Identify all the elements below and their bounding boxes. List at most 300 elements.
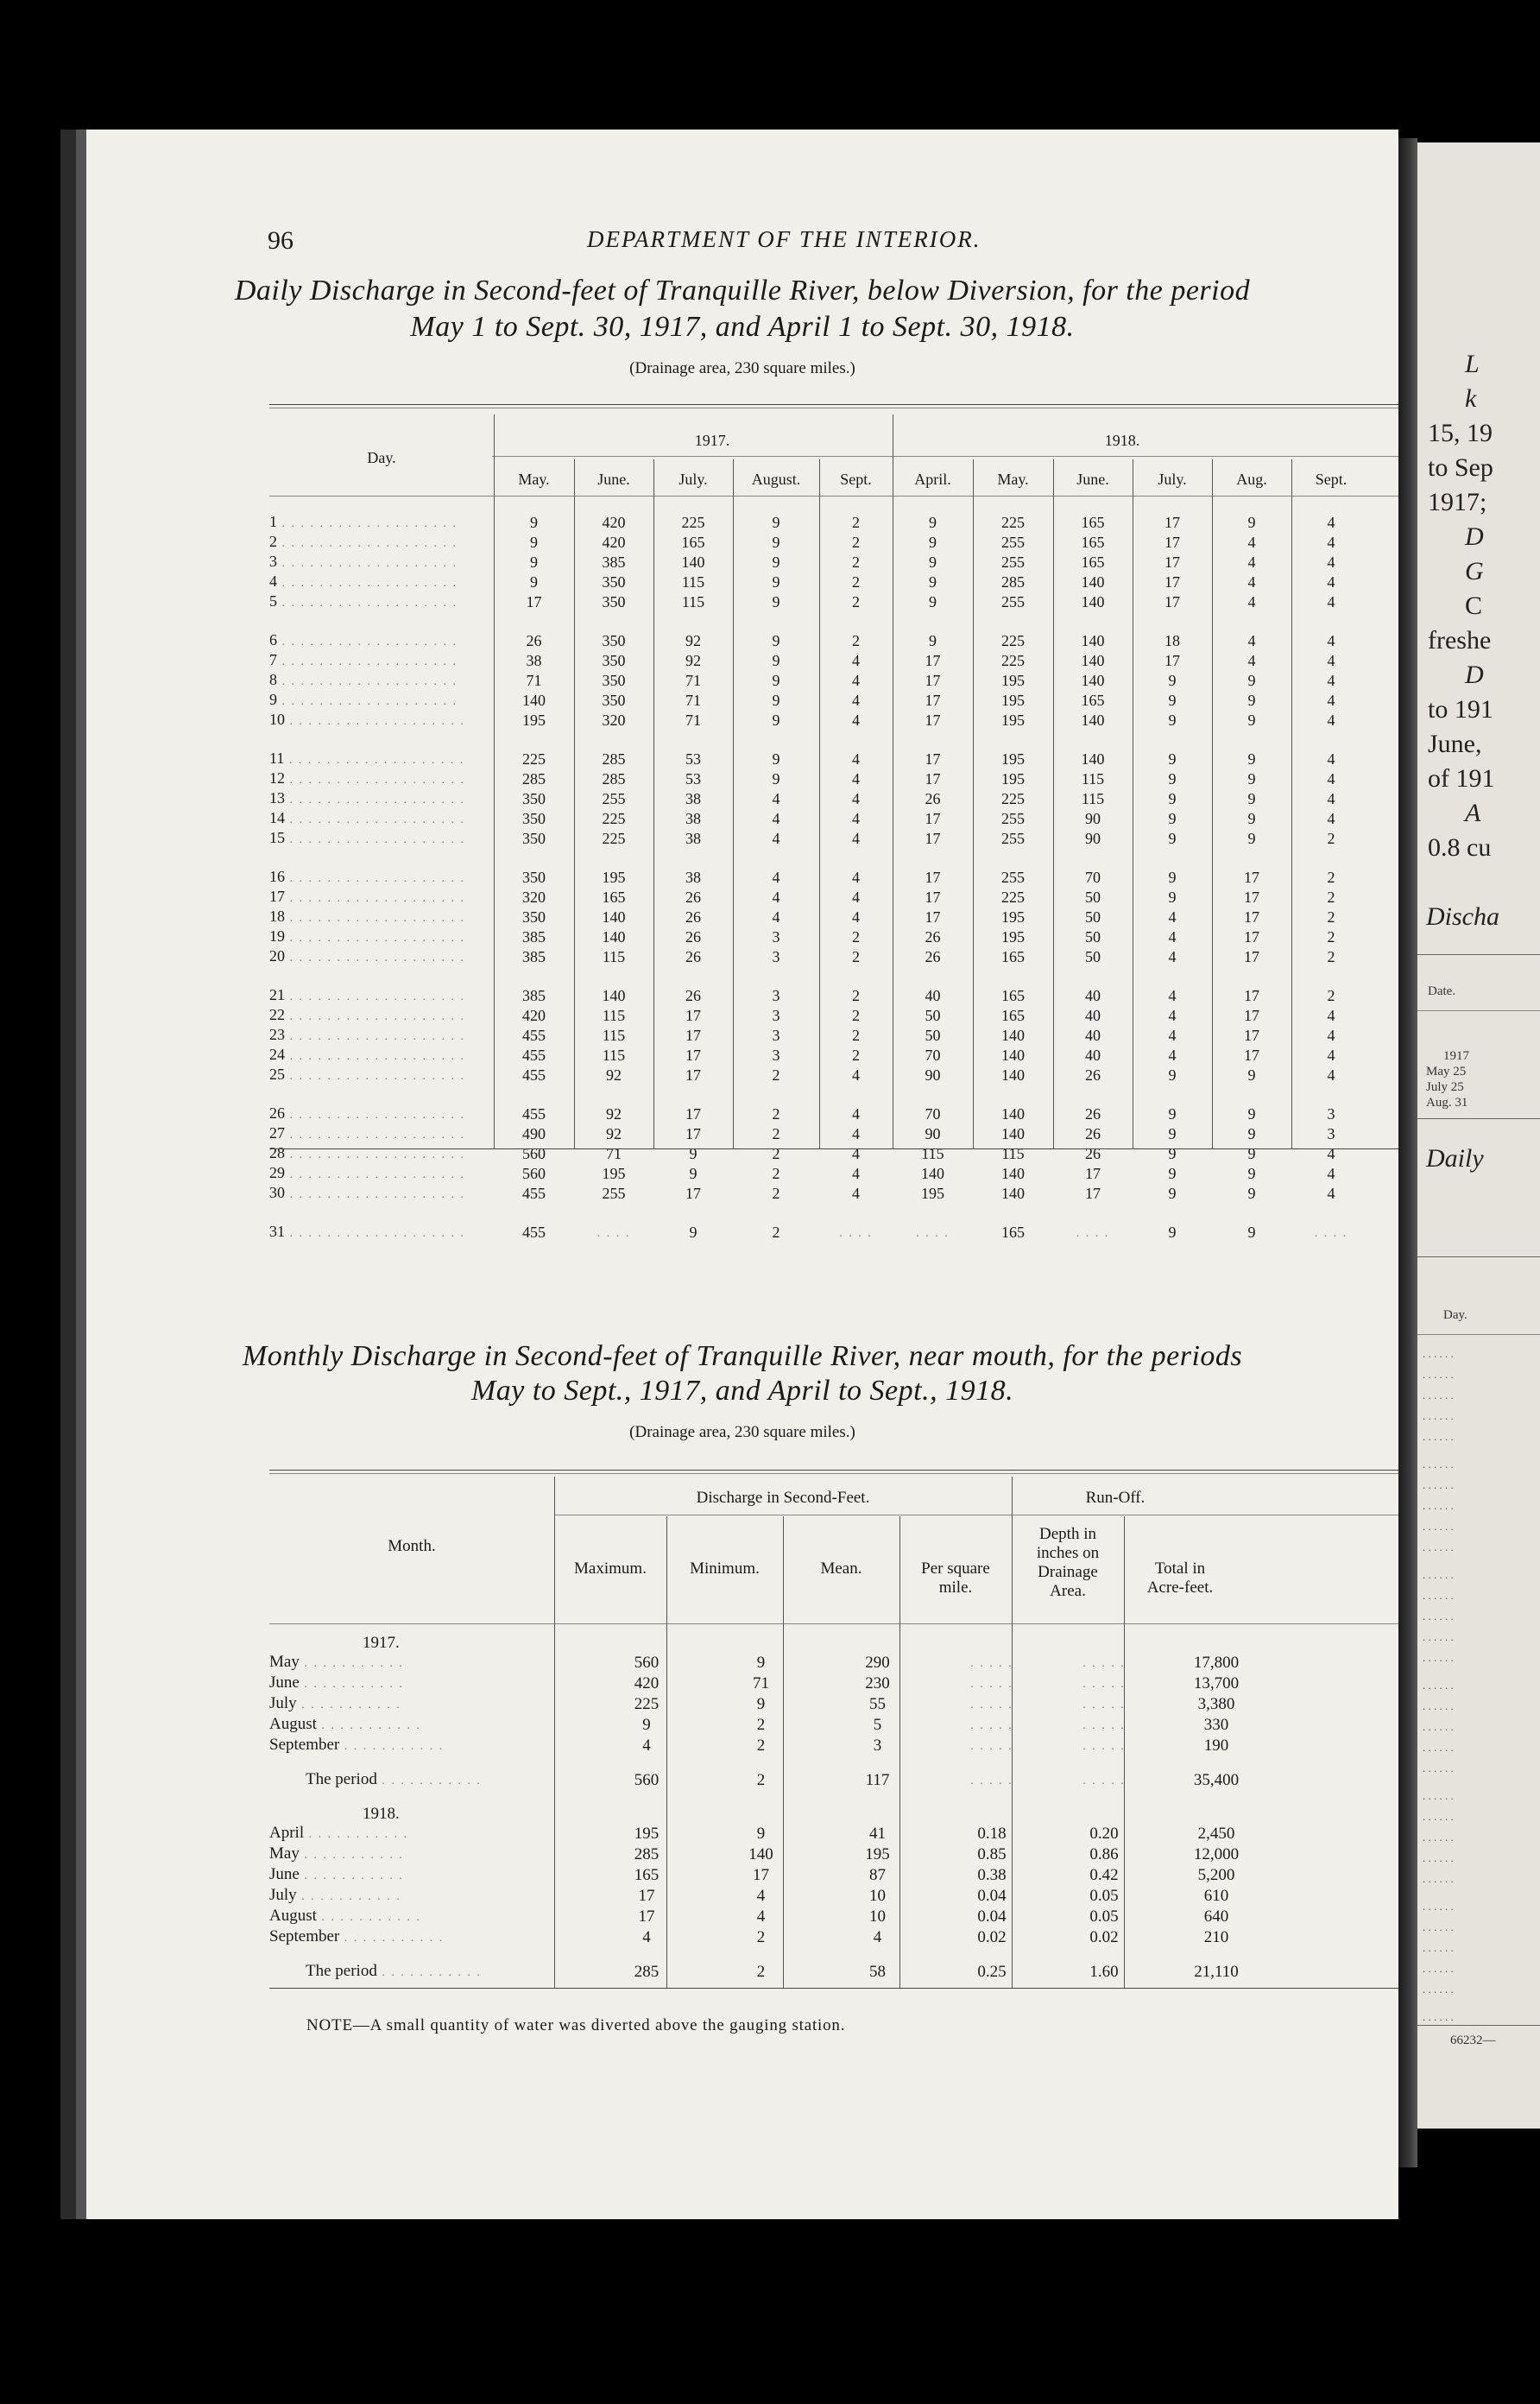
leader-dots: . . . . . . . . . . . . . . . . . . .	[277, 675, 458, 688]
table-cell: 4	[1168, 987, 1177, 1004]
table-cell: 4	[772, 830, 780, 847]
table-cell: 4	[852, 652, 860, 669]
day-number: 28	[269, 1144, 285, 1161]
table-cell: 140	[921, 1165, 944, 1182]
table-cell: 320	[522, 889, 546, 906]
table-cell: 2	[756, 1963, 766, 1981]
table-cell: 330	[1203, 1716, 1229, 1734]
table-cell: 255	[1001, 593, 1025, 610]
table-cell: 70	[1085, 869, 1101, 886]
table-cell: 140	[1001, 1165, 1025, 1182]
table-cell: 4	[852, 869, 860, 886]
spacer-row	[269, 967, 1371, 986]
table-cell: 2	[1327, 908, 1335, 926]
day-number: 16	[269, 868, 285, 885]
table-cell: 2	[756, 1928, 766, 1946]
table-cell: 17	[1164, 514, 1180, 531]
leader-dots: . . . . . .	[1423, 1962, 1454, 1975]
rule	[1417, 1334, 1540, 1335]
table-cell: 225	[602, 830, 626, 847]
leader-dots: . . . . . .	[1423, 1568, 1454, 1581]
daily-column-header: June.	[597, 471, 630, 488]
table-cell: 255	[1001, 810, 1025, 827]
table-cell: 4	[852, 830, 860, 847]
facing-label: Date.	[1428, 984, 1456, 998]
table-cell: 35,400	[1193, 1771, 1240, 1789]
table-cell: 0.18	[977, 1825, 1007, 1843]
table-cell: 40	[1085, 1007, 1101, 1024]
table-cell: 455	[522, 1105, 546, 1123]
leader-dots: . . . . . . . . . . . . . . . . . . .	[285, 872, 465, 885]
facing-fragment: June,	[1428, 730, 1482, 758]
table-cell: 115	[602, 1007, 626, 1024]
leader-dots: . . . . . . . . . . . . . . . . . . .	[277, 557, 458, 570]
table-cell: 195	[1001, 672, 1025, 689]
table-cell: 350	[522, 908, 546, 926]
table-cell: 3	[772, 987, 780, 1004]
column-rule	[1291, 459, 1292, 1148]
table-cell: 50	[925, 1007, 941, 1024]
table-cell: 455	[522, 1224, 546, 1241]
table-row	[269, 1124, 1371, 1144]
table-cell: 9	[1168, 1165, 1177, 1182]
table-cell: 4	[1327, 1165, 1335, 1182]
table-cell: 140	[1001, 1027, 1025, 1044]
table-cell: 165	[1001, 987, 1025, 1004]
table-cell: 4	[1247, 632, 1256, 649]
table-cell: 4	[1327, 593, 1335, 610]
table-cell: 4	[1327, 1007, 1335, 1024]
table-cell: 455	[522, 1047, 546, 1064]
table-cell: 17	[1085, 1165, 1101, 1182]
month-label: June	[269, 1865, 300, 1883]
table-cell: 2	[756, 1737, 766, 1755]
document-page	[86, 130, 1398, 2219]
table-cell: 140	[681, 554, 705, 571]
table-cell: 90	[925, 1066, 941, 1084]
table-cell: 17	[1164, 573, 1180, 591]
leader-dots: . . . . . . . . . . . . . . . . . . .	[285, 813, 465, 826]
daily-column-header: July.	[1158, 471, 1187, 488]
table-cell: 71	[526, 672, 542, 689]
table-cell: . . . . .	[970, 1678, 1013, 1691]
day-column-header: Day.	[367, 449, 396, 466]
table-cell: 9	[1168, 1145, 1177, 1162]
table-cell: 17	[925, 810, 941, 827]
table-cell: 26	[1085, 1105, 1101, 1123]
day-number: 4	[269, 573, 277, 590]
month-label: August	[269, 1907, 317, 1925]
day-number: 20	[269, 947, 285, 965]
table-cell: 9	[530, 554, 538, 571]
table-cell: 4	[852, 908, 860, 926]
leader-dots: . . . . . .	[1423, 1499, 1454, 1512]
table-cell: 9	[929, 534, 937, 551]
month-column-header: Month.	[388, 1537, 436, 1555]
table-cell: 92	[606, 1066, 622, 1084]
leader-dots: . . . . . . . . . . . . . . . . . . .	[277, 577, 458, 590]
day-number: 21	[269, 986, 285, 1003]
leader-dots: . . . . . .	[1423, 1347, 1454, 1360]
leader-dots: . . . . . .	[1423, 1458, 1454, 1471]
day-number: 9	[269, 691, 277, 708]
table-cell: 9	[756, 1654, 766, 1672]
table-cell: 17	[685, 1185, 701, 1202]
table-cell: 165	[681, 534, 705, 551]
leader-dots: . . . . . . . . . . . . . . . . . . .	[285, 1168, 465, 1181]
leader-dots: . . . . . . . . . . .	[299, 1849, 404, 1862]
period-total-row	[269, 1770, 1272, 1791]
table-cell: . . . .	[596, 1227, 631, 1240]
rule	[1417, 2025, 1540, 2026]
month-label: July	[269, 1694, 297, 1712]
table-cell: 2	[852, 554, 860, 571]
leader-dots: . . . . . . . . . . . . . . . . . . .	[277, 695, 458, 708]
table-cell: 350	[602, 672, 626, 689]
table-cell: 17	[685, 1027, 701, 1044]
leader-dots: . . . . . . . . . . .	[339, 1932, 445, 1945]
table-cell: 140	[1001, 1047, 1025, 1064]
day-number: 18	[269, 908, 285, 925]
table-cell: 140	[1081, 750, 1105, 768]
table-cell: 4	[772, 869, 780, 886]
table-cell: 350	[522, 790, 546, 807]
table-cell: 290	[865, 1654, 890, 1672]
table-cell: 225	[1001, 889, 1025, 906]
table-cell: 4	[1247, 554, 1256, 571]
table-cell: 17	[1164, 652, 1180, 669]
table-cell: 2	[852, 632, 860, 649]
table-cell: 140	[1001, 1105, 1025, 1123]
table-cell: 4	[1247, 593, 1256, 610]
leader-dots: . . . . . .	[1423, 1389, 1454, 1401]
table-cell: 4	[852, 672, 860, 689]
day-number: 8	[269, 671, 277, 688]
table-cell: 455	[522, 1027, 546, 1044]
table-cell: 4	[852, 1145, 860, 1162]
month-label: The period	[306, 1770, 377, 1788]
table-cell: 26	[925, 790, 941, 807]
table-cell: 4	[852, 1165, 860, 1182]
table-cell: 0.85	[977, 1845, 1007, 1863]
table-cell: 4	[1247, 573, 1256, 591]
table-cell: 26	[685, 987, 701, 1004]
table-cell: 4	[1327, 652, 1335, 669]
table-row	[269, 1046, 1371, 1066]
day-number: 12	[269, 769, 285, 787]
per-square-mile-header: Per square mile.	[921, 1559, 990, 1597]
table-cell: 92	[606, 1125, 622, 1142]
column-rule	[973, 459, 974, 1148]
column-rule	[1053, 459, 1054, 1148]
table-cell: 17	[1164, 534, 1180, 551]
table-row	[269, 888, 1371, 908]
table-cell: 3	[772, 928, 780, 946]
table-cell: . . . .	[1076, 1227, 1110, 1240]
table-cell: 4	[642, 1928, 651, 1946]
table-cell: 4	[1168, 948, 1177, 965]
table-cell: 225	[634, 1695, 660, 1713]
table-cell: 2	[772, 1185, 780, 1202]
table-row	[269, 1144, 1371, 1164]
footnote: NOTE—A small quantity of water was diverted above the gauging station.	[306, 2016, 846, 2034]
table-cell: 140	[602, 928, 626, 946]
table-cell: 165	[1081, 692, 1105, 709]
column-rule	[1124, 1516, 1125, 1988]
table-cell: 41	[869, 1825, 886, 1843]
table-cell: 17	[925, 889, 941, 906]
leader-dots: . . . . . . . . . . .	[376, 1775, 482, 1787]
table-row	[269, 1164, 1371, 1184]
spacer-row	[269, 1204, 1371, 1223]
daily-column-header: July.	[678, 471, 708, 488]
table-cell: 9	[1247, 770, 1256, 788]
leader-dots: . . . . . . . . . . . . . . . . . . .	[285, 1227, 465, 1240]
table-row	[269, 1184, 1371, 1204]
leader-dots: . . . . . . . . . . . . . . . . . . .	[277, 517, 458, 530]
table-cell: 92	[685, 652, 701, 669]
spacer-row	[269, 1756, 1272, 1770]
leader-dots: . . . . . . . . . . .	[316, 1719, 421, 1732]
leader-dots: . . . . . .	[1423, 1540, 1454, 1553]
table-cell: 26	[526, 632, 542, 649]
table-cell: 2	[756, 1716, 766, 1734]
table-row	[269, 651, 1371, 671]
table-cell: 2	[772, 1224, 780, 1241]
day-number: 11	[269, 750, 285, 767]
table-cell: 9	[1247, 830, 1256, 847]
table-cell: 0.05	[1089, 1887, 1119, 1905]
leader-dots: . . . . . .	[1423, 1651, 1454, 1664]
rule	[1417, 954, 1540, 955]
table-cell: 53	[685, 770, 701, 788]
facing-heading: Discha	[1426, 902, 1499, 931]
table-cell: 165	[1001, 948, 1025, 965]
table-cell: 26	[1085, 1066, 1101, 1084]
facing-fragment: freshe	[1428, 626, 1492, 655]
table-cell: 4	[1327, 1027, 1335, 1044]
leader-dots: . . . . . .	[1423, 1831, 1454, 1844]
table-cell: 115	[602, 1047, 626, 1064]
table-cell: 2	[1327, 889, 1335, 906]
table-cell: 9	[772, 692, 780, 709]
table-cell: 4	[756, 1887, 766, 1905]
table-cell: 17	[925, 770, 941, 788]
table-cell: 285	[634, 1963, 660, 1981]
spacer-row	[269, 1948, 1272, 1962]
table-cell: 4	[1327, 1047, 1335, 1064]
rule	[1417, 1256, 1540, 1257]
column-rule	[1212, 459, 1213, 1148]
rule	[269, 404, 1398, 405]
table-cell: 225	[1001, 652, 1025, 669]
month-label: May	[269, 1653, 300, 1671]
table-cell: 9	[1168, 692, 1177, 709]
table-row	[269, 691, 1371, 711]
table-cell: 385	[522, 987, 546, 1004]
table-cell: 255	[1001, 869, 1025, 886]
column-rule	[783, 1516, 784, 1988]
facing-fragment: D	[1465, 522, 1484, 551]
table-row	[269, 1026, 1371, 1046]
daily-column-header: Sept.	[1315, 471, 1348, 488]
table-cell: 4	[852, 712, 860, 729]
table-cell: 285	[522, 770, 546, 788]
table-cell: 18	[1164, 632, 1180, 649]
table-cell: 0.02	[1089, 1928, 1119, 1946]
table-cell: 17,800	[1193, 1654, 1240, 1672]
table-cell: 385	[522, 928, 546, 946]
day-number: 22	[269, 1006, 285, 1023]
table-cell: 17	[685, 1125, 701, 1142]
leader-dots: . . . . . . . . . . . . . . . . . . .	[277, 537, 458, 550]
table-cell: 9	[1247, 1125, 1256, 1142]
table-cell: 3,380	[1197, 1695, 1235, 1713]
leader-dots: . . . . . .	[1423, 1851, 1454, 1864]
day-number: 25	[269, 1066, 285, 1083]
table-cell: 0.42	[1089, 1866, 1119, 1884]
leader-dots: . . . . . . . . . . . . . . . . . . .	[285, 715, 465, 728]
table-cell: 255	[602, 790, 626, 807]
day-number: 1	[269, 513, 277, 530]
table-cell: 350	[602, 593, 626, 610]
table-cell: 225	[681, 514, 705, 531]
table-cell: . . . . .	[1082, 1678, 1126, 1691]
table-cell: 50	[1085, 908, 1101, 926]
facing-fragment: D	[1465, 661, 1484, 689]
running-title: DEPARTMENT OF THE INTERIOR.	[587, 226, 981, 252]
table-cell: 17	[1164, 593, 1180, 610]
facing-fragment: to Sep	[1428, 453, 1493, 482]
day-number: 3	[269, 553, 277, 570]
spacer-row	[269, 1983, 1272, 1996]
leader-dots: . . . . . . . . . . .	[299, 1869, 404, 1882]
table-cell: 3	[873, 1737, 882, 1755]
leader-dots: . . . . . . . . . . . . . . . . . . .	[285, 1030, 465, 1043]
table-cell: 9	[772, 534, 780, 551]
facing-fragment: G	[1465, 557, 1484, 585]
table-cell: 9	[1247, 810, 1256, 827]
leader-dots: . . . . . .	[1423, 1789, 1454, 1802]
table-row	[269, 868, 1371, 888]
table-cell: 92	[606, 1105, 622, 1123]
table-cell: 255	[1001, 830, 1025, 847]
table-cell: . . . .	[1314, 1227, 1348, 1240]
table-cell: 50	[1085, 889, 1101, 906]
table-cell: 0.05	[1089, 1907, 1119, 1926]
table-cell: 2	[772, 1066, 780, 1084]
table-cell: 0.04	[977, 1887, 1007, 1905]
monthly-table-title: Monthly Discharge in Second-feet of Tranquille River, near mouth, for the periods	[242, 1340, 1243, 1372]
table-cell: 640	[1203, 1907, 1229, 1926]
table-row	[269, 1006, 1371, 1026]
table-cell: 10	[869, 1907, 886, 1926]
table-cell: 140	[522, 692, 546, 709]
spacer-row	[269, 1085, 1371, 1104]
table-cell: 70	[925, 1105, 941, 1123]
table-cell: 17	[925, 652, 941, 669]
table-cell: 115	[681, 573, 705, 591]
table-cell: 17	[1244, 928, 1259, 946]
rule	[1417, 1118, 1540, 1119]
table-cell: 2	[852, 948, 860, 965]
table-cell: 9	[1247, 1105, 1256, 1123]
table-cell: 195	[1001, 770, 1025, 788]
table-row	[269, 947, 1371, 967]
table-cell: 2	[1327, 987, 1335, 1004]
monthly-table-title-line2: May to Sept., 1917, and April to Sept., 1918.	[470, 1375, 1014, 1407]
table-cell: . . . . .	[1082, 1740, 1126, 1753]
table-cell: 2	[756, 1771, 766, 1789]
table-cell: . . . . .	[1082, 1699, 1126, 1711]
facing-fragment: 15, 19	[1428, 419, 1493, 447]
table-cell: 9	[1247, 1165, 1256, 1182]
table-cell: 255	[1001, 534, 1025, 551]
table-cell: 21,110	[1194, 1963, 1239, 1981]
table-cell: 4	[1327, 712, 1335, 729]
table-cell: 17	[925, 692, 941, 709]
page-number: 96	[268, 226, 293, 255]
table-cell: 9	[772, 554, 780, 571]
table-cell: 40	[1085, 1047, 1101, 1064]
table-cell: 385	[602, 554, 626, 571]
leader-dots: . . . . . . . . . . . . . . . . . . .	[285, 774, 465, 787]
daily-table-title: Daily Discharge in Second-feet of Tranquille River, below Diversion, for the period	[234, 275, 1251, 307]
table-cell: 350	[602, 573, 626, 591]
table-cell: 4	[852, 790, 860, 807]
table-cell: 9	[772, 770, 780, 788]
facing-fragment: to 191	[1428, 695, 1493, 724]
column-rule	[494, 414, 495, 1148]
table-cell: 17	[1244, 869, 1259, 886]
table-cell: 285	[1001, 573, 1025, 591]
table-cell: . . . . .	[970, 1719, 1013, 1732]
table-cell: 4	[852, 1125, 860, 1142]
leader-dots: . . . . . . . . . . . . . . . . . . .	[285, 892, 465, 905]
table-cell: 9	[1168, 1224, 1177, 1241]
spacer-row	[269, 731, 1371, 750]
month-label: May	[269, 1844, 300, 1863]
table-cell: 17	[1244, 948, 1259, 965]
table-cell: 210	[1203, 1928, 1229, 1946]
table-row	[269, 1865, 1272, 1886]
facing-date: 1917	[1443, 1049, 1469, 1063]
table-cell: 2	[1327, 869, 1335, 886]
day-number: 26	[269, 1104, 285, 1122]
table-cell: 4	[1327, 632, 1335, 649]
table-cell: 9	[642, 1716, 651, 1734]
runoff-group-header: Run-Off.	[1085, 1489, 1146, 1507]
table-cell: 4	[642, 1737, 651, 1755]
table-cell: 9	[772, 672, 780, 689]
day-number: 30	[269, 1184, 285, 1201]
table-cell: . . . . .	[1082, 1775, 1126, 1787]
leader-dots: . . . . . .	[1423, 1409, 1454, 1422]
table-cell: 195	[1001, 928, 1025, 946]
table-cell: 9	[1247, 1185, 1256, 1202]
table-cell: 140	[1081, 593, 1105, 610]
table-cell: 17	[1244, 908, 1259, 926]
table-cell: 455	[522, 1185, 546, 1202]
leader-dots: . . . . . .	[1423, 1520, 1454, 1533]
table-cell: 4	[852, 810, 860, 827]
leader-dots: . . . . . . . . . . .	[376, 1966, 482, 1979]
table-cell: 140	[1081, 652, 1105, 669]
table-cell: 38	[685, 810, 701, 827]
table-cell: . . . . .	[970, 1740, 1013, 1753]
depth-inches-header: Depth in inches on Drainage Area.	[1036, 1525, 1100, 1600]
table-cell: 420	[634, 1674, 660, 1692]
